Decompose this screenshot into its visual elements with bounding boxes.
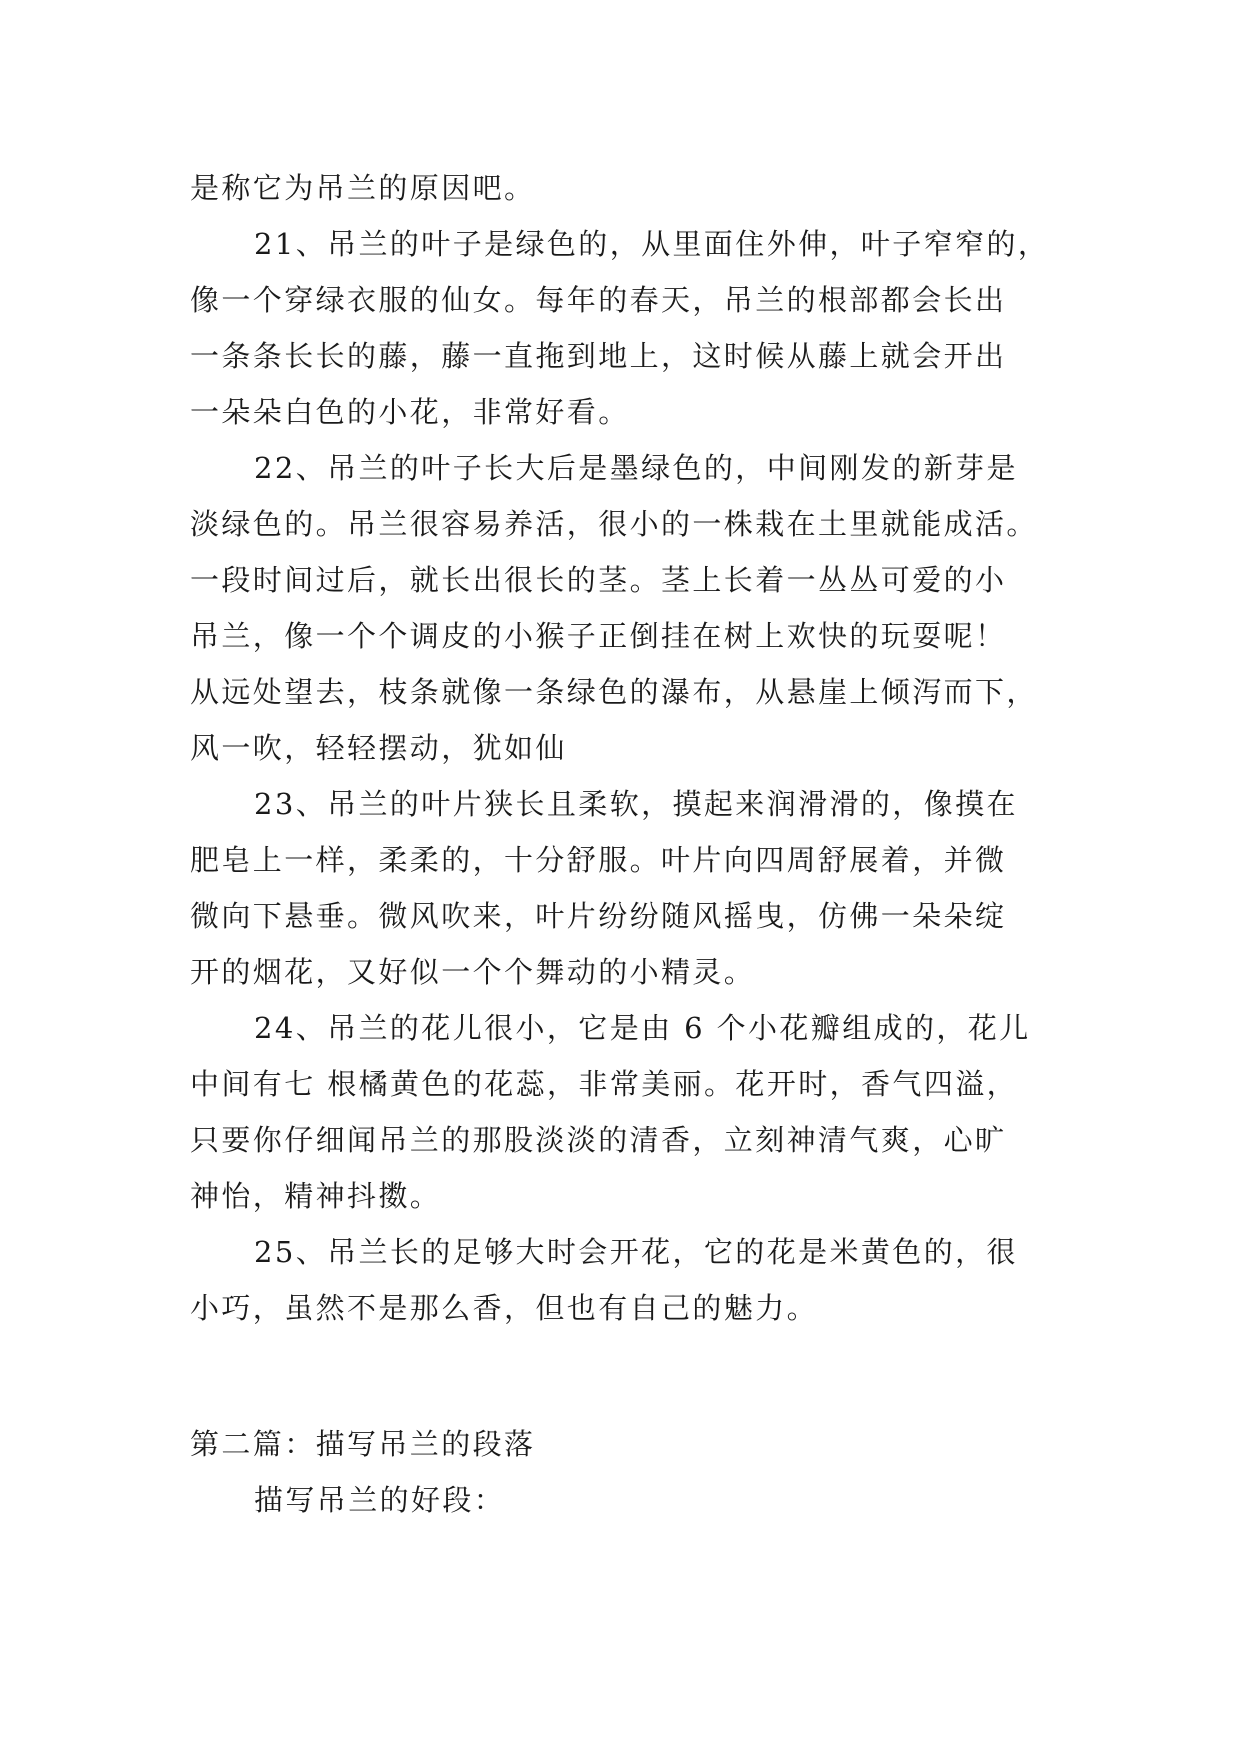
paragraph-23 [190,776,1065,1000]
paragraph-line: 24、吊兰的花儿很小，它是由 6 个小花瓣组成的，花儿 [254,1011,1031,1045]
paragraph-line: 一条条长长的藤，藤一直拖到地上，这时候从藤上就会开出 [190,339,1007,373]
paragraph-line: 中间有七 根橘黄色的花蕊，非常美丽。花开时，香气四溢， [190,1067,1019,1101]
document-body [190,160,1065,1528]
paragraph-line: 从远处望去，枝条就像一条绿色的瀑布，从悬崖上倾泻而下， [190,675,1038,709]
paragraph-line: 吊兰，像一个个调皮的小猴子正倒挂在树上欢快的玩耍呢！ [190,619,1007,653]
lead-line: 是称它为吊兰的原因吧。 [190,171,536,205]
paragraph-line: 21、吊兰的叶子是绿色的，从里面住外伸，叶子窄窄的， [254,227,1050,261]
paragraph-line: 开的烟花，又好似一个个舞动的小精灵。 [190,955,756,989]
paragraph-line: 像一个穿绿衣服的仙女。每年的春天，吊兰的根部都会长出 [190,283,1007,317]
paragraph-line: 神怡，精神抖擞。 [190,1179,442,1213]
paragraph-22 [190,440,1065,776]
paragraph-line: 一朵朵白色的小花，非常好看。 [190,395,630,429]
section-subheading: 描写吊兰的好段： [254,1483,506,1517]
paragraph-line: 25、吊兰长的足够大时会开花，它的花是米黄色的，很 [254,1235,1018,1269]
paragraph-line: 微向下悬垂。微风吹来，叶片纷纷随风摇曳，仿佛一朵朵绽 [190,899,1007,933]
paragraph-21 [190,216,1065,440]
paragraph-line: 22、吊兰的叶子长大后是墨绿色的，中间刚发的新芽是 [254,451,1018,485]
paragraph-line: 小巧，虽然不是那么香，但也有自己的魅力。 [190,1291,819,1325]
paragraph-line: 只要你仔细闻吊兰的那股淡淡的清香，立刻神清气爽，心旷 [190,1123,1007,1157]
section-spacer [190,1336,1065,1416]
paragraph-line: 淡绿色的。吊兰很容易养活，很小的一株栽在土里就能成活。 [190,507,1038,541]
paragraph-line: 23、吊兰的叶片狭长且柔软，摸起来润滑滑的，像摸在 [254,787,1018,821]
section-heading: 第二篇：描写吊兰的段落 [190,1427,536,1461]
paragraph-line: 一段时间过后，就长出很长的茎。茎上长着一丛丛可爱的小 [190,563,1007,597]
paragraph-25 [190,1224,1065,1336]
paragraph-24 [190,1000,1065,1224]
paragraph-line: 肥皂上一样，柔柔的，十分舒服。叶片向四周舒展着，并微 [190,843,1007,877]
paragraph-line: 风一吹，轻轻摆动，犹如仙 [190,731,567,765]
